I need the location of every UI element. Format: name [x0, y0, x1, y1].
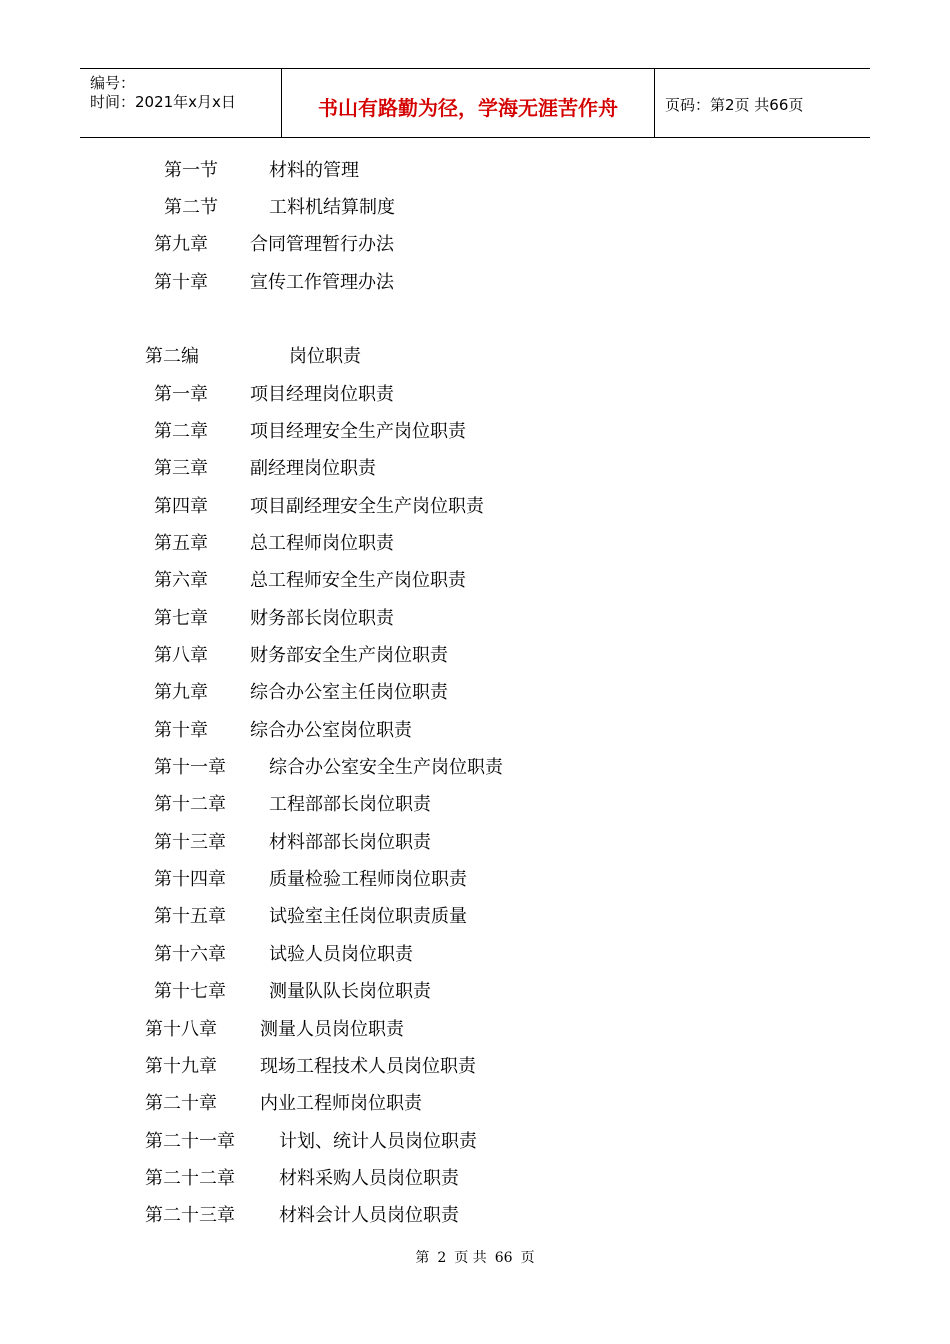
toc-item-title: 试验人员岗位职责: [269, 944, 413, 965]
footer-mid: 页 共: [454, 1250, 487, 1266]
footer-page-number: 2: [437, 1250, 447, 1266]
toc-item-number: 第八章: [154, 645, 208, 666]
serial-number-label: 编号：: [90, 74, 136, 92]
toc-item-title: 工料机结算制度: [269, 197, 395, 218]
toc-item-title: 综合办公室主任岗位职责: [250, 682, 448, 703]
toc-item-number: 第十四章: [154, 869, 226, 890]
toc-item-number: 第二十二章: [145, 1168, 235, 1189]
toc-item-title: 岗位职责: [289, 346, 361, 367]
toc-item-number: 第十二章: [154, 794, 226, 815]
toc-item-number: 第二编: [145, 346, 199, 367]
toc-item-title: 综合办公室岗位职责: [250, 720, 412, 741]
toc-item-number: 第十三章: [154, 832, 226, 853]
toc-item-number: 第二节: [164, 197, 218, 218]
toc-item-title: 试验室主任岗位职责质量: [269, 906, 467, 927]
toc-item-number: 第五章: [154, 533, 208, 554]
toc-item-title: 项目经理岗位职责: [250, 384, 394, 405]
toc-item-number: 第二十章: [145, 1093, 217, 1114]
header-page-info: 页码：第2页 共66页: [665, 96, 804, 114]
page-header: [80, 68, 870, 138]
date-label: 时间：2021年x月x日: [90, 93, 236, 111]
toc-item-title: 内业工程师岗位职责: [260, 1093, 422, 1114]
motto-text: 书山有路勤为径，学海无涯苦作舟: [318, 96, 618, 120]
toc-item-number: 第十六章: [154, 944, 226, 965]
toc-item-number: 第一节: [164, 160, 218, 181]
toc-item-title: 工程部部长岗位职责: [269, 794, 431, 815]
toc-item-title: 材料部部长岗位职责: [269, 832, 431, 853]
header-motto-cell: [282, 69, 655, 137]
toc-item-number: 第九章: [154, 682, 208, 703]
toc-item-number: 第十章: [154, 720, 208, 741]
toc-item-title: 材料采购人员岗位职责: [279, 1168, 459, 1189]
toc-item-number: 第一章: [154, 384, 208, 405]
footer-total-pages: 66: [494, 1250, 513, 1266]
toc-item-title: 测量人员岗位职责: [260, 1019, 404, 1040]
toc-item-title: 总工程师岗位职责: [250, 533, 394, 554]
toc-item-title: 质量检验工程师岗位职责: [269, 869, 467, 890]
toc-item-number: 第十一章: [154, 757, 226, 778]
toc-item-title: 材料会计人员岗位职责: [279, 1205, 459, 1226]
toc-item-title: 宣传工作管理办法: [250, 272, 394, 293]
toc-item-number: 第十九章: [145, 1056, 217, 1077]
header-info-cell: [80, 69, 282, 137]
toc-item-title: 综合办公室安全生产岗位职责: [269, 757, 503, 778]
toc-item-title: 测量队队长岗位职责: [269, 981, 431, 1002]
toc-item-title: 项目副经理安全生产岗位职责: [250, 496, 484, 517]
toc-item-number: 第七章: [154, 608, 208, 629]
toc-item-title: 现场工程技术人员岗位职责: [260, 1056, 476, 1077]
toc-item-number: 第十五章: [154, 906, 226, 927]
toc-item-title: 总工程师安全生产岗位职责: [250, 570, 466, 591]
toc-item-title: 材料的管理: [269, 160, 359, 181]
toc-item-title: 合同管理暂行办法: [250, 234, 394, 255]
page-footer: [0, 1247, 950, 1267]
toc-item-title: 项目经理安全生产岗位职责: [250, 421, 466, 442]
footer-suffix: 页: [520, 1250, 535, 1266]
toc-item-number: 第三章: [154, 458, 208, 479]
header-page-cell: [655, 69, 870, 137]
toc-item-number: 第六章: [154, 570, 208, 591]
footer-prefix: 第: [415, 1250, 430, 1266]
toc-item-number: 第十章: [154, 272, 208, 293]
toc-item-title: 财务部长岗位职责: [250, 608, 394, 629]
toc-item-title: 计划、统计人员岗位职责: [279, 1131, 477, 1152]
toc-item-number: 第二十一章: [145, 1131, 235, 1152]
toc-item-number: 第九章: [154, 234, 208, 255]
toc-item-number: 第十七章: [154, 981, 226, 1002]
toc-item-title: 财务部安全生产岗位职责: [250, 645, 448, 666]
toc-item-title: 副经理岗位职责: [250, 458, 376, 479]
toc-item-number: 第四章: [154, 496, 208, 517]
toc-item-number: 第十八章: [145, 1019, 217, 1040]
toc-item-number: 第二十三章: [145, 1205, 235, 1226]
toc-item-number: 第二章: [154, 421, 208, 442]
